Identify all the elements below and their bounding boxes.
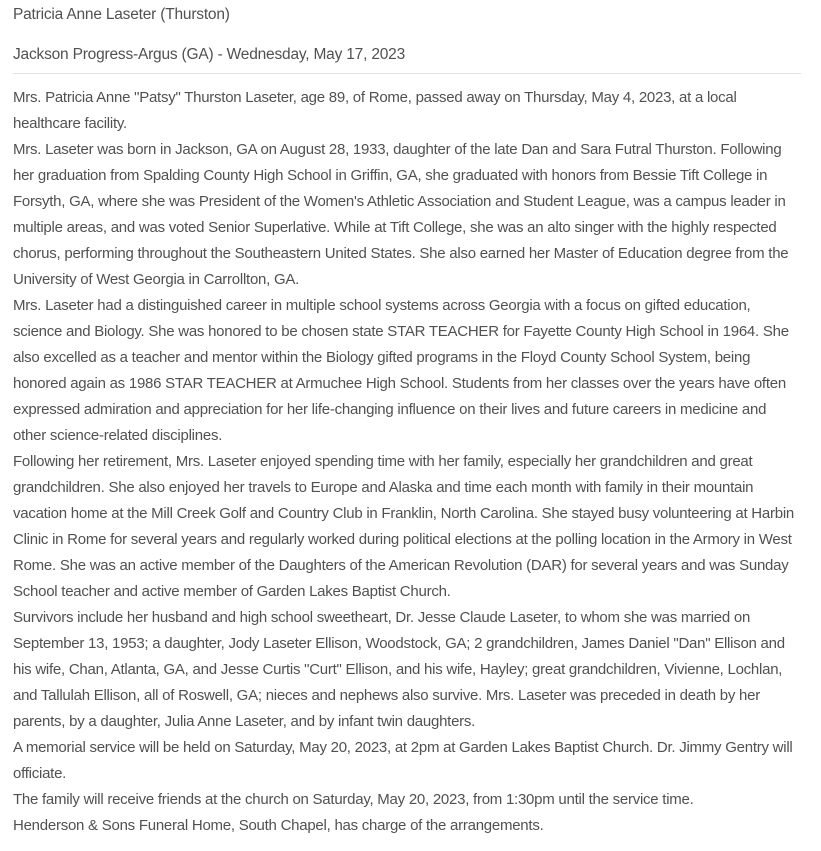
- publication-date-line: Jackson Progress-Argus (GA) - Wednesday, May 17, 2023: [13, 46, 405, 63]
- paragraph-visitation: The family will receive friends at the church on Saturday, May 20, 2023, from 1:30pm until the service time.: [13, 791, 694, 808]
- paragraph-death-announcement: Mrs. Patricia Anne "Patsy" Thurston Laseter, age 89, of Rome, passed away on Thursday, May 4, 2023, at a local healthcare facility.: [13, 89, 737, 132]
- paragraph-survivors: Survivors include her husband and high school sweetheart, Dr. Jesse Claude Laseter, to whom she was married on September 13, 1953; a daughter, Jody Laseter Ellison, Woodstock, GA; 2 grandchildren, James Daniel "Dan" Ellison and his wife, Chan, Atlanta, GA, and Jesse Curtis "Curt" Ellison, and his wife, Hayley; great grandchildren, Vivienne, Lochlan, and Tallulah Ellison, all of Roswell, GA; nieces and nephews also survive. Mrs. Laseter was preceded in death by her parents, by a daughter, Julia Anne Laseter, and by infant twin daughters.: [13, 609, 785, 730]
- obituary-body: [13, 85, 801, 839]
- paragraph-early-life-education: Mrs. Laseter was born in Jackson, GA on August 28, 1933, daughter of the late Dan and Sara Futral Thurston. Following her graduation from Spalding County High School in Griffin, GA, she graduated with honors from Bessie Tift College in Forsyth, GA, where she was President of the Women's Athletic Association and Student League, was a campus leader in multiple areas, and was voted Senior Superlative. While at Tift College, she was an alto singer with the highly respected chorus, performing throughout the Southeastern United States. She also earned her Master of Education degree from the University of West Georgia in Carrollton, GA.: [13, 141, 789, 288]
- page-title: Patricia Anne Laseter (Thurston): [13, 6, 230, 23]
- header-divider: [13, 73, 801, 74]
- paragraph-memorial-service: A memorial service will be held on Saturday, May 20, 2023, at 2pm at Garden Lakes Baptist Church. Dr. Jimmy Gentry will officiate.: [13, 739, 793, 782]
- paragraph-funeral-home: Henderson & Sons Funeral Home, South Chapel, has charge of the arrangements.: [13, 817, 544, 834]
- paragraph-teaching-career: Mrs. Laseter had a distinguished career in multiple school systems across Georgia with a focus on gifted education, science and Biology. She was honored to be chosen state STAR TEACHER for Fayette County High School in 1964. She also excelled as a teacher and mentor within the Biology gifted programs in the Floyd County School System, being honored again as 1986 STAR TEACHER at Armuchee High School. Students from her classes over the years have often expressed admiration and appreciation for her life-changing influence on their lives and future careers in medicine and other science-related disciplines.: [13, 297, 789, 444]
- paragraph-retirement-activities: Following her retirement, Mrs. Laseter enjoyed spending time with her family, especially her grandchildren and great grandchildren. She also enjoyed her travels to Europe and Alaska and time each month with family in their mountain vacation home at the Mill Creek Golf and Country Club in Franklin, North Carolina. She stayed busy volunteering at Harbin Clinic in Rome for several years and regularly worked during political elections at the polling location in the Armory in West Rome. She was an active member of the Daughters of the American Revolution (DAR) for several years and was Sunday School teacher and active member of Garden Lakes Baptist Church.: [13, 453, 794, 600]
